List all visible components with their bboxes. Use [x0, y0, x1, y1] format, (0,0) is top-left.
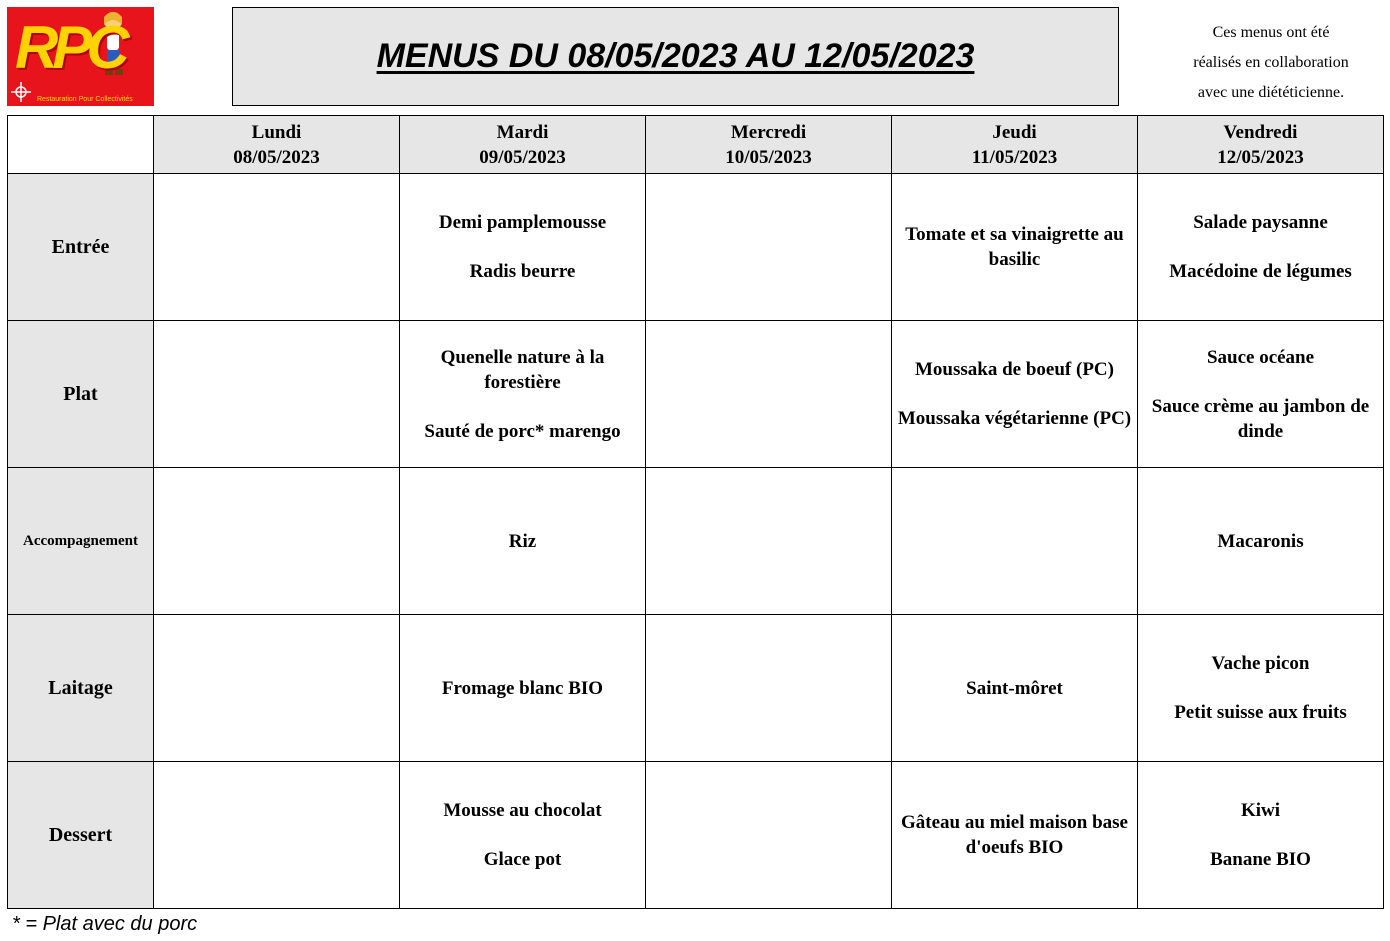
- item-spacer: [1142, 235, 1379, 259]
- menu-item: Sauté de porc* marengo: [424, 420, 621, 442]
- menu-item: Vache picon: [1211, 653, 1310, 674]
- menu-cell: [1138, 615, 1384, 762]
- menu-cell: [892, 468, 1138, 615]
- day-date: 09/05/2023: [479, 146, 566, 168]
- menu-item: Banane BIO: [1210, 849, 1311, 870]
- note-line: avec une diététicienne.: [1197, 84, 1345, 101]
- row-label: Laitage: [8, 615, 154, 762]
- corner-cell: [8, 116, 154, 174]
- menu-cell: [646, 468, 892, 615]
- menu-cell: [646, 615, 892, 762]
- menu-cell: [892, 615, 1138, 762]
- menu-cell: [646, 174, 892, 321]
- item-spacer: [1142, 370, 1379, 394]
- menu-item: Riz: [508, 530, 537, 552]
- day-header: [892, 116, 1138, 174]
- day-name: Vendredi: [1223, 121, 1298, 143]
- menu-cell: [892, 762, 1138, 909]
- menu-item: Macaronis: [1217, 530, 1304, 552]
- row-label: Dessert: [8, 762, 154, 909]
- menu-item: Petit suisse aux fruits: [1174, 702, 1347, 723]
- day-name: Lundi: [251, 121, 302, 143]
- row-label: Entrée: [8, 174, 154, 321]
- menu-cell: [400, 615, 646, 762]
- menu-item: Mousse au chocolat: [443, 800, 602, 821]
- menu-cell: [154, 321, 400, 468]
- menu-item: Glace pot: [483, 849, 562, 870]
- menu-cell: [154, 174, 400, 321]
- menu-cell: [400, 468, 646, 615]
- dietitian-note: [1160, 18, 1382, 108]
- menu-cell: [400, 174, 646, 321]
- menu-cell: [154, 762, 400, 909]
- menu-row: [8, 174, 1384, 321]
- item-spacer: [1142, 823, 1379, 847]
- menu-item: Sauce crème au jambon de dinde: [1151, 395, 1370, 442]
- note-line: Ces menus ont été: [1212, 24, 1330, 41]
- menu-table: [7, 115, 1384, 909]
- header-row: [8, 116, 1384, 174]
- menu-cell: [154, 615, 400, 762]
- menu-row: [8, 615, 1384, 762]
- item-spacer: [404, 395, 641, 419]
- item-spacer: [896, 382, 1133, 406]
- day-date: 10/05/2023: [725, 146, 812, 168]
- item-spacer: [404, 235, 641, 259]
- row-label: Accompagnement: [8, 468, 154, 615]
- cross-icon: [10, 81, 32, 103]
- menu-cell: [400, 321, 646, 468]
- day-header: [154, 116, 400, 174]
- menu-item: Quenelle nature à la forestière: [440, 346, 605, 393]
- menu-item: Tomate et sa vinaigrette au basilic: [905, 224, 1124, 270]
- row-label: Plat: [8, 321, 154, 468]
- menu-row: [8, 762, 1384, 909]
- menu-cell: [1138, 762, 1384, 909]
- menu-row: [8, 321, 1384, 468]
- menu-item: Fromage blanc BIO: [441, 677, 604, 699]
- logo: [7, 7, 154, 106]
- logo-letters: RPC: [15, 14, 124, 81]
- day-name: Mardi: [496, 121, 549, 143]
- menu-cell: [154, 468, 400, 615]
- menu-cell: [892, 174, 1138, 321]
- day-date: 11/05/2023: [971, 146, 1058, 168]
- footnote: * = Plat avec du porc: [12, 913, 198, 935]
- menu-cell: [400, 762, 646, 909]
- menu-cell: [646, 321, 892, 468]
- menu-item: Moussaka de boeuf (PC): [915, 359, 1114, 380]
- menu-item: Demi pamplemousse: [438, 212, 607, 233]
- menu-cell: [1138, 468, 1384, 615]
- menu-item: Macédoine de légumes: [1169, 261, 1352, 282]
- day-date: 08/05/2023: [233, 146, 320, 168]
- menu-cell: [1138, 321, 1384, 468]
- item-spacer: [1142, 676, 1379, 700]
- day-date: 12/05/2023: [1217, 146, 1304, 168]
- page-title: MENUS DU 08/05/2023 AU 12/05/2023: [376, 37, 975, 75]
- day-header: [1138, 116, 1384, 174]
- menu-item: Saint-môret: [966, 677, 1063, 699]
- menu-cell: [646, 762, 892, 909]
- menu-item: Gâteau au miel maison base d'oeufs BIO: [901, 812, 1128, 858]
- day-header: [400, 116, 646, 174]
- day-name: Mercredi: [730, 121, 807, 143]
- title-box: [232, 7, 1119, 106]
- logo-subtitle: Restauration Pour Collectivités: [37, 96, 133, 103]
- note-line: réalisés en collaboration: [1193, 54, 1349, 71]
- item-spacer: [404, 823, 641, 847]
- menu-item: Kiwi: [1240, 800, 1281, 821]
- day-name: Jeudi: [992, 121, 1037, 143]
- menu-row: [8, 468, 1384, 615]
- day-header: [646, 116, 892, 174]
- menu-item: Moussaka végétarienne (PC): [897, 408, 1132, 429]
- menu-item: Salade paysanne: [1193, 212, 1328, 233]
- menu-item: Radis beurre: [469, 261, 576, 282]
- menu-cell: [1138, 174, 1384, 321]
- menu-item: Sauce océane: [1206, 346, 1315, 368]
- menu-cell: [892, 321, 1138, 468]
